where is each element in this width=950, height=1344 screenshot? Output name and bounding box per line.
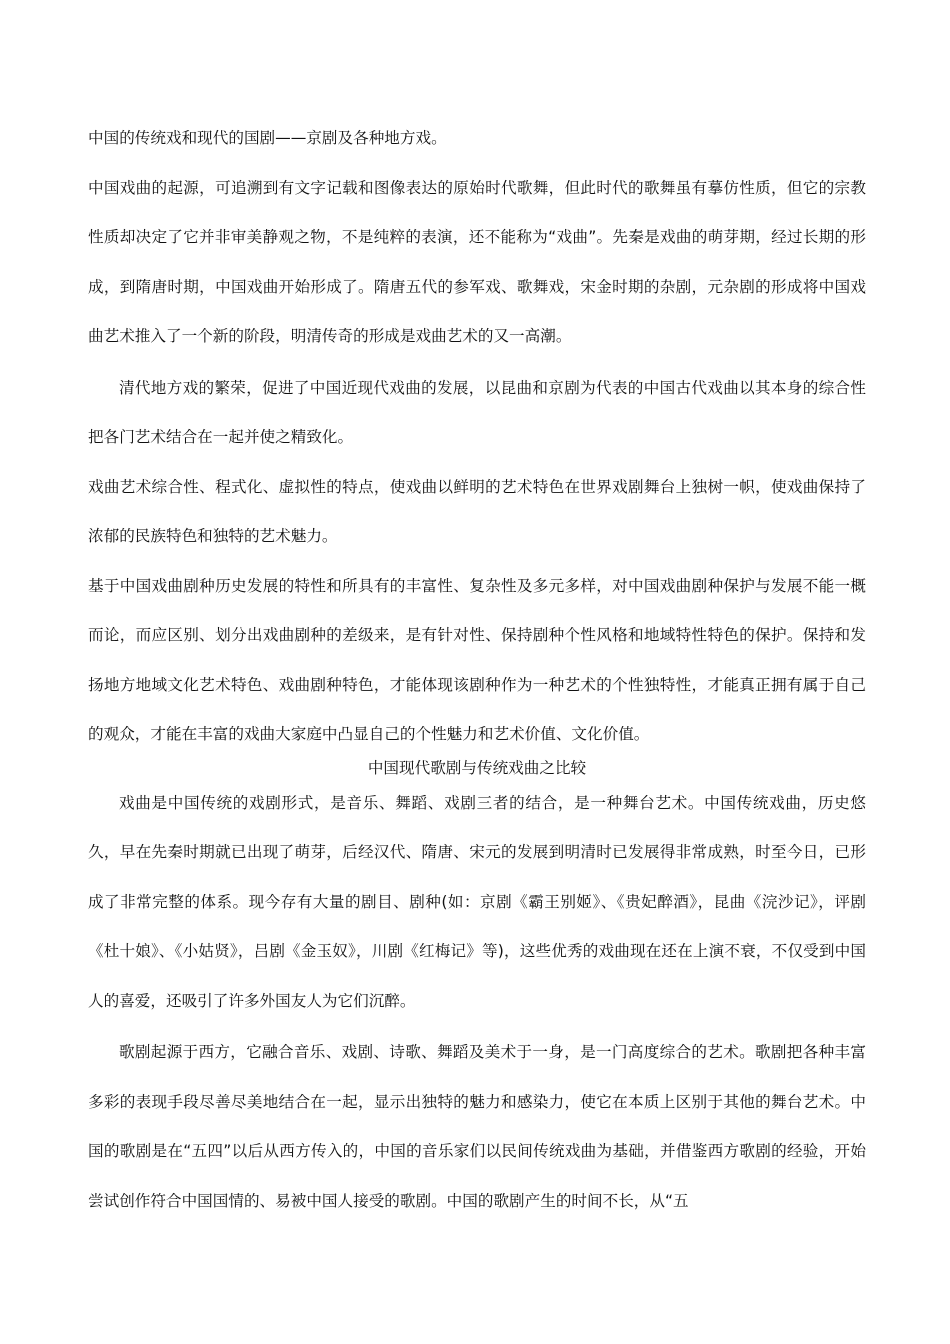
paragraph-protection: 基于中国戏曲剧种历史发展的特性和所具有的丰富性、复杂性及多元多样，对中国戏曲剧种保护与发展不能一概而论，而应区别、划分出戏曲剧种的差级来，是有针对性、保持剧种个性风格和地域特性特色的保护。保持和发扬地方地域文化艺术特色、戏曲剧种特色，才能体现该剧种作为一种艺术的个性独特性，才能真正拥有属于自己的观众，才能在丰富的戏曲大家庭中凸显自己的个性魅力和艺术价值、文化价值。 [88, 576, 866, 743]
paragraph-characteristics: 戏曲艺术综合性、程式化、虚拟性的特点，使戏曲以鲜明的艺术特色在世界戏剧舞台上独树一帜，使戏曲保持了浓郁的民族特色和独特的艺术魅力。 [88, 477, 866, 545]
section-heading: 中国现代歌剧与传统戏曲之比较 [367, 758, 587, 777]
document-body [88, 114, 866, 1226]
paragraph-intro: 中国的传统戏和现代的国剧——京剧及各种地方戏。 [88, 129, 447, 147]
paragraph-qing-dynasty: 清代地方戏的繁荣，促进了中国近现代戏曲的发展，以昆曲和京剧为代表的中国古代戏曲以其本身的综合性把各门艺术结合在一起并使之精致化。 [88, 378, 866, 446]
paragraph-origin: 中国戏曲的起源，可追溯到有文字记载和图像表达的原始时代歌舞，但此时代的歌舞虽有摹仿性质，但它的宗教性质却决定了它并非审美静观之物，不是纯粹的表演，还不能称为“戏曲”。先秦是戏曲的萌芽期，经过长期的形成，到隋唐时期，中国戏曲开始形成了。隋唐五代的参军戏、歌舞戏，宋金时期的杂剧，元杂剧的形成将中国戏曲艺术推入了一个新的阶段，明清传奇的形成是戏曲艺术的又一高潮。 [88, 178, 866, 345]
paragraph-western-opera: 歌剧起源于西方，它融合音乐、戏剧、诗歌、舞蹈及美术于一身，是一门高度综合的艺术。歌剧把各种丰富多彩的表现手段尽善尽美地结合在一起，显示出独特的魅力和感染力，使它在本质上区别于其他的舞台艺术。中国的歌剧是在“五四”以后从西方传入的，中国的音乐家们以民间传统戏曲为基础，并借鉴西方歌剧的经验，开始尝试创作符合中国国情的、易被中国人接受的歌剧。中国的歌剧产生的时间不长，从“五 [88, 1043, 866, 1210]
paragraph-traditional-opera: 戏曲是中国传统的戏剧形式，是音乐、舞蹈、戏剧三者的结合，是一种舞台艺术。中国传统戏曲，历史悠久，早在先秦时期就已出现了萌芽，后经汉代、隋唐、宋元的发展到明清时已发展得非常成熟，时至今日，已形成了非常完整的体系。现今存有大量的剧目、剧种(如：京剧《霸王别姬》、《贵妃醉酒》，昆曲《浣沙记》，评剧《杜十娘》、《小姑贤》，吕剧《金玉奴》，川剧《红梅记》等)，这些优秀的戏曲现在还在上演不衰，不仅受到中国人的喜爱，还吸引了许多外国友人为它们沉醉。 [88, 793, 866, 1010]
